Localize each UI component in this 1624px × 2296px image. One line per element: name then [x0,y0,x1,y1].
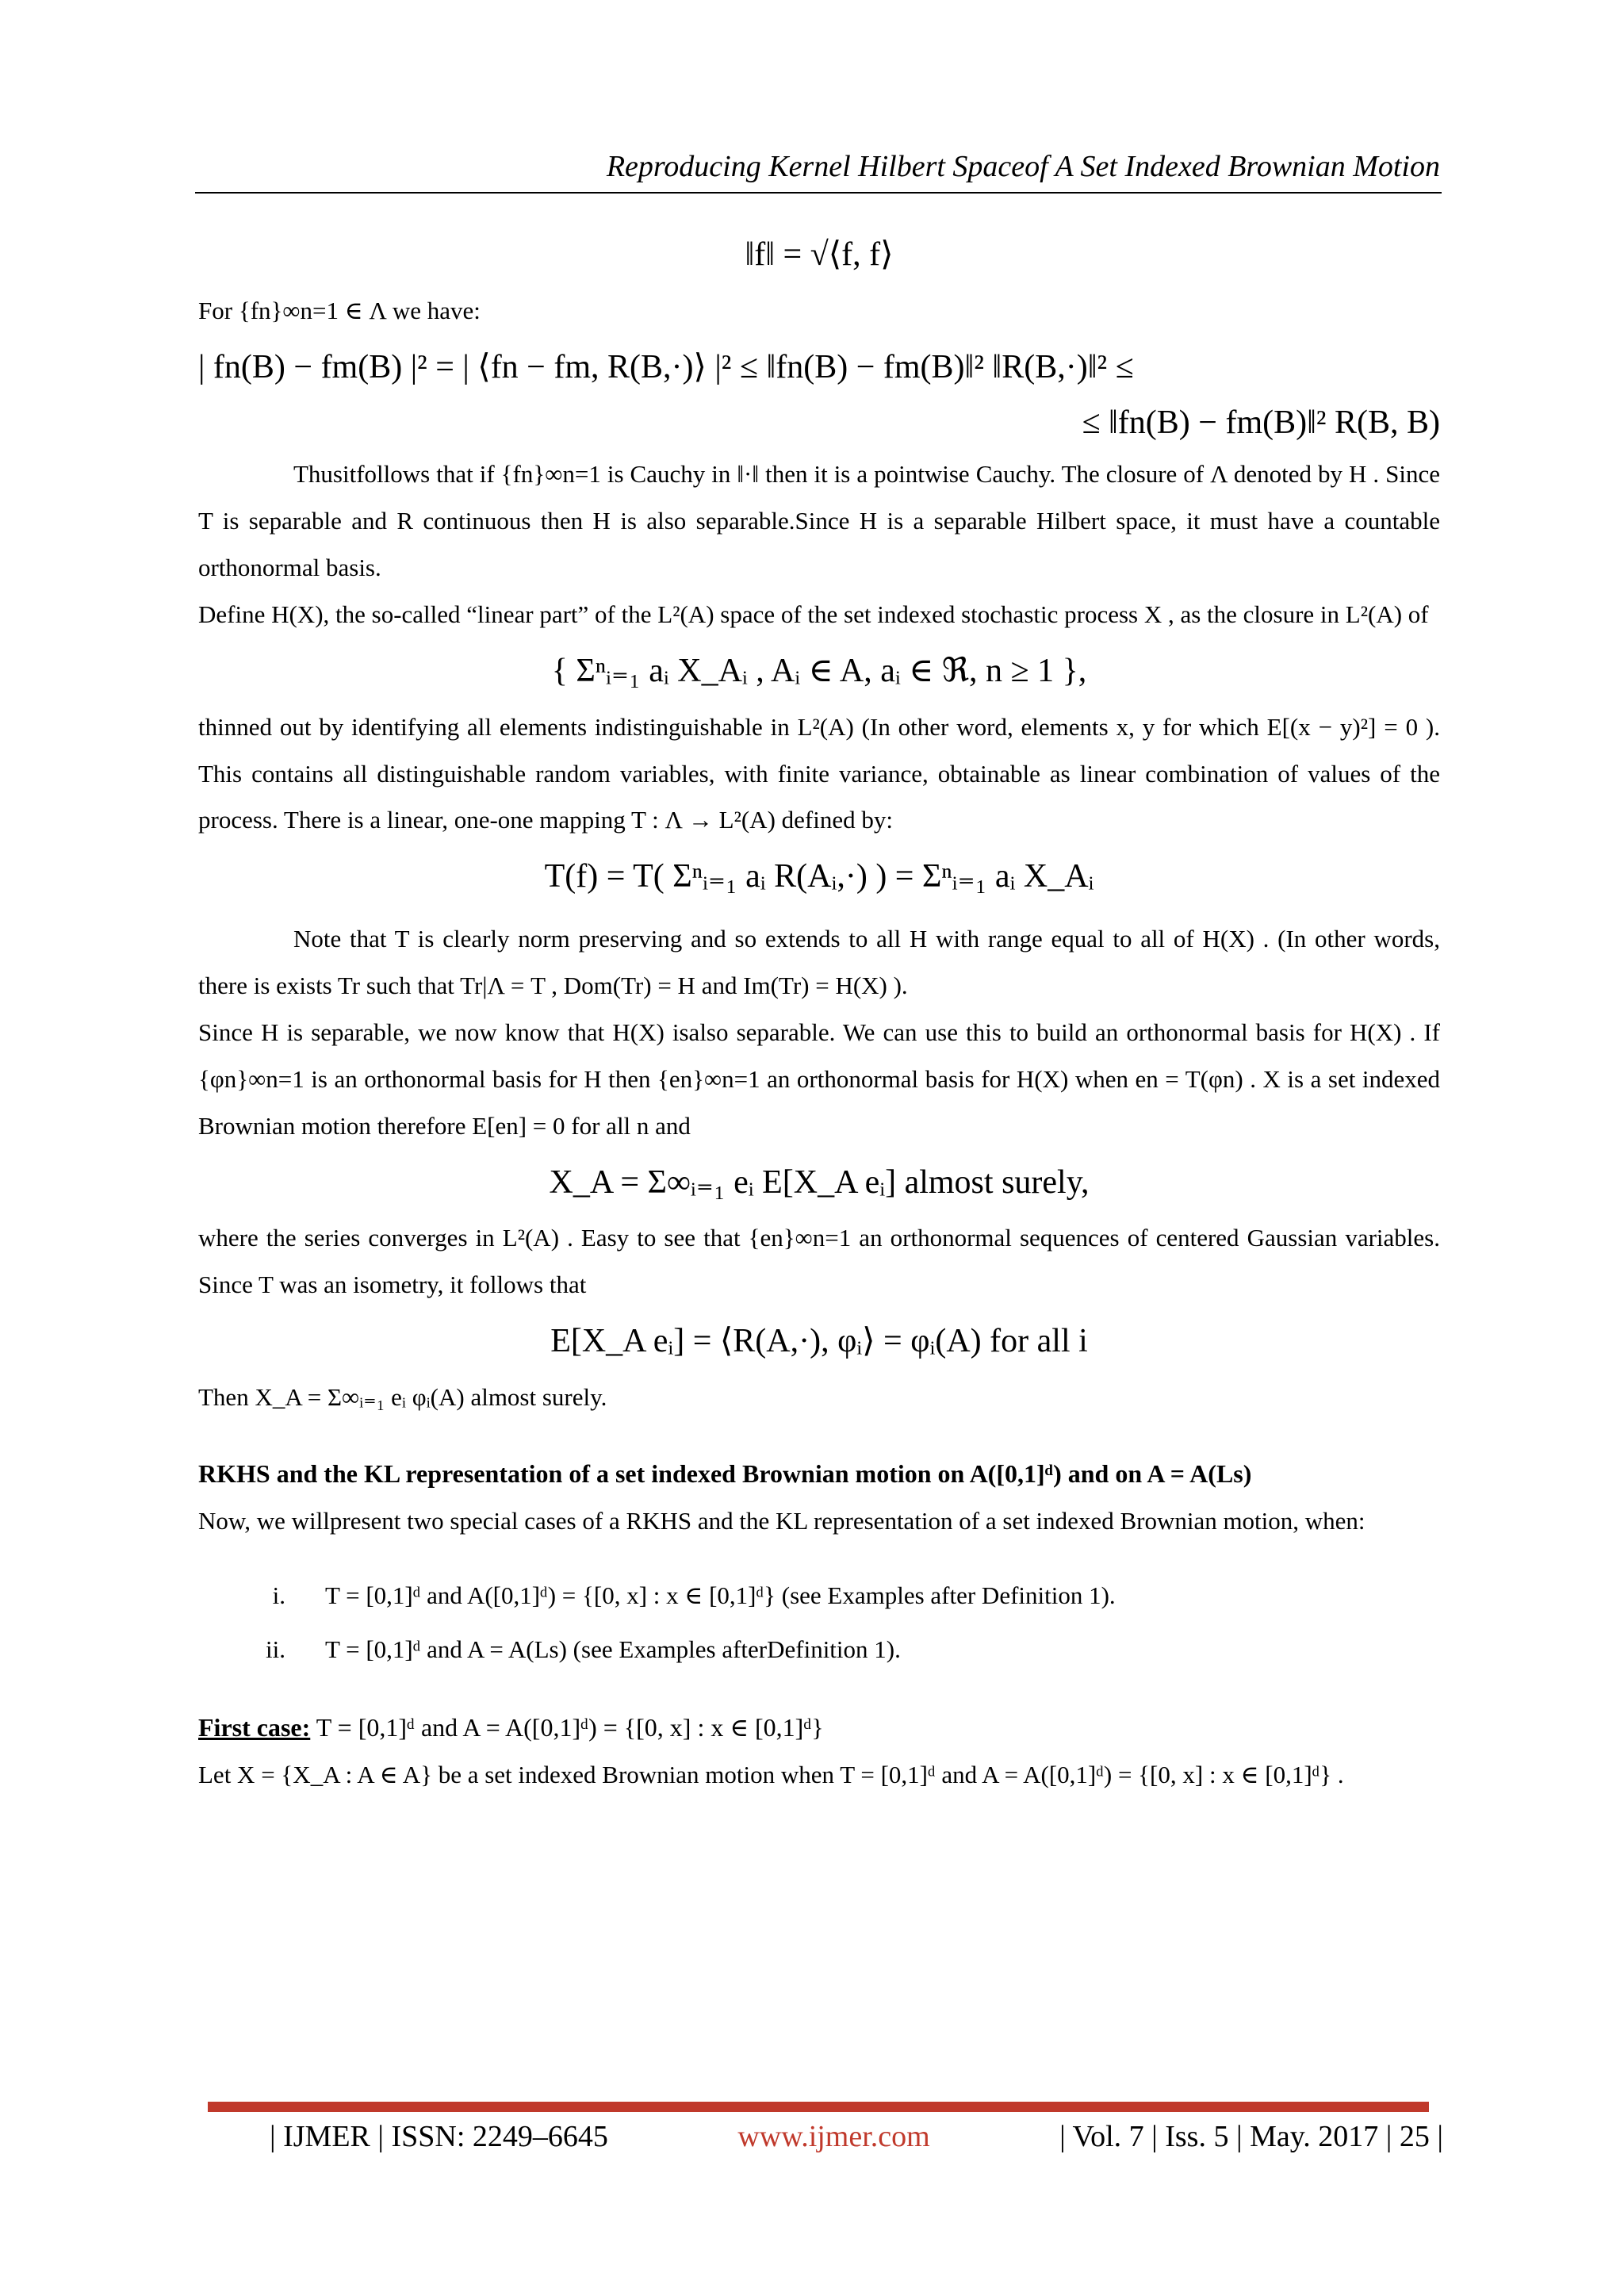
paragraph-for-fn: For {fn}∞n=1 ∈ Λ we have: [198,296,481,324]
equation-XA-expansion: X_A = Σ∞ᵢ₌₁ eᵢ E[X_A eᵢ] almost surely, [549,1163,1090,1201]
list-item [198,1623,1440,1677]
footer-site-link[interactable]: www.ijmer.com [737,2120,930,2153]
first-case-heading [198,1704,1440,1752]
equation-expectation: E[X_A eᵢ] = ⟨R(A,·), φᵢ⟩ = φᵢ(A) for all i [550,1323,1088,1360]
paragraph-then: Then X_A = Σ∞ᵢ₌₁ eᵢ φᵢ(A) almost surely. [198,1382,607,1411]
footer-journal: | IJMER | ISSN: 2249–6645 [270,2120,608,2153]
paragraph-note: Note that T is clearly norm preserving and so extends to all H with range equal to all of H(X) . (In other words, there is exists Tr such that Tr|Λ = T , Dom(Tr) = H and Im(Tr) = H(X) ). [198,925,1440,999]
equation-T-mapping: T(f) = T( Σⁿᵢ₌₁ aᵢ R(Aᵢ,·) ) = Σⁿᵢ₌₁ aᵢ X_Aᵢ [544,858,1094,895]
running-header: Reproducing Kernel Hilbert Spaceof A Set Indexed Brownian Motion [606,150,1440,183]
header-rule [195,192,1442,194]
page-body [198,222,1440,1799]
paragraph-since: Since H is separable, we now know that H(X) isalso separable. We can use this to build an orthonormal basis for H(X) . If {φn}∞n=1 is an orthonormal basis for H then {en}∞n=1 an orthonormal basis for H(X) when en = T(φn) . X is a set indexed Brownian motion therefore E[en] = 0 for all n and [198,1018,1440,1140]
footer [270,2119,1443,2154]
equation-norm: ‖f‖ = √⟨f, f⟩ [745,236,894,273]
paragraph-define: Define H(X), the so-called “linear part” of the L²(A) space of the set indexed stochastic process X , as the closure in L²(A) of [198,600,1429,628]
cases-list [198,1569,1440,1677]
list-item [198,1569,1440,1623]
section-title: RKHS and the KL representation of a set indexed Brownian motion on A([0,1]ᵈ) and on A = A(Ls) [198,1458,1252,1488]
list-number: i. [272,1581,285,1609]
list-text: T = [0,1]ᵈ and A = A(Ls) (see Examples afterDefinition 1). [325,1635,901,1663]
equation-linear-set: { Σⁿᵢ₌₁ aᵢ X_Aᵢ , Aᵢ ∈ A, aᵢ ∈ ℜ, n ≥ 1 }, [551,652,1087,689]
paragraph-now: Now, we willpresent two special cases of a RKHS and the KL representation of a set indexed Brownian motion, when: [198,1506,1365,1535]
equation-inequality-2: ≤ ‖fn(B) − fm(B)‖² R(B, B) [1082,404,1440,442]
paragraph-cauchy: Thusitfollows that if {fn}∞n=1 is Cauchy in ‖·‖ then it is a pointwise Cauchy. The closure of Λ denoted by H . Since T is separable and R continuous then H is also separable.Since H is a separable Hilbert space, it must have a countable orthonormal basis. [198,460,1440,582]
footer-issue: | Vol. 7 | Iss. 5 | May. 2017 | 25 | [1059,2120,1443,2153]
paragraph-series: where the series converges in L²(A) . Easy to see that {en}∞n=1 an orthonormal sequences of centered Gaussian variables. Since T was an isometry, it follows that [198,1224,1440,1299]
first-case-text: T = [0,1]ᵈ and A = A([0,1]ᵈ) = {[0, x] : x ∈ [0,1]ᵈ} [310,1712,824,1742]
list-number: ii. [266,1635,285,1663]
list-text: T = [0,1]ᵈ and A([0,1]ᵈ) = {[0, x] : x ∈ [0,1]ᵈ} (see Examples after Definition 1). [325,1581,1116,1609]
paragraph-let: Let X = {X_A : A ∈ A} be a set indexed Brownian motion when T = [0,1]ᵈ and A = A([0,1]ᵈ) = {[0, x] : x ∈ [0,1]ᵈ} . [198,1760,1344,1788]
paragraph-thinned: thinned out by identifying all elements indistinguishable in L²(A) (In other word, elements x, y for which E[(x − y)²] = 0 ). This contains all distinguishable random variables, with finite variance, obtainable as linear combination of values of the process. There is a linear, one-one mapping T : Λ → L²(A) defined by: [198,712,1440,834]
first-case-label: First case: [198,1712,311,1742]
equation-inequality-1: | fn(B) − fm(B) |² = | ⟨fn − fm, R(B,·)⟩ |² ≤ ‖fn(B) − fm(B)‖² ‖R(B,·)‖² ≤ [198,348,1134,385]
footer-bar [208,2102,1429,2112]
